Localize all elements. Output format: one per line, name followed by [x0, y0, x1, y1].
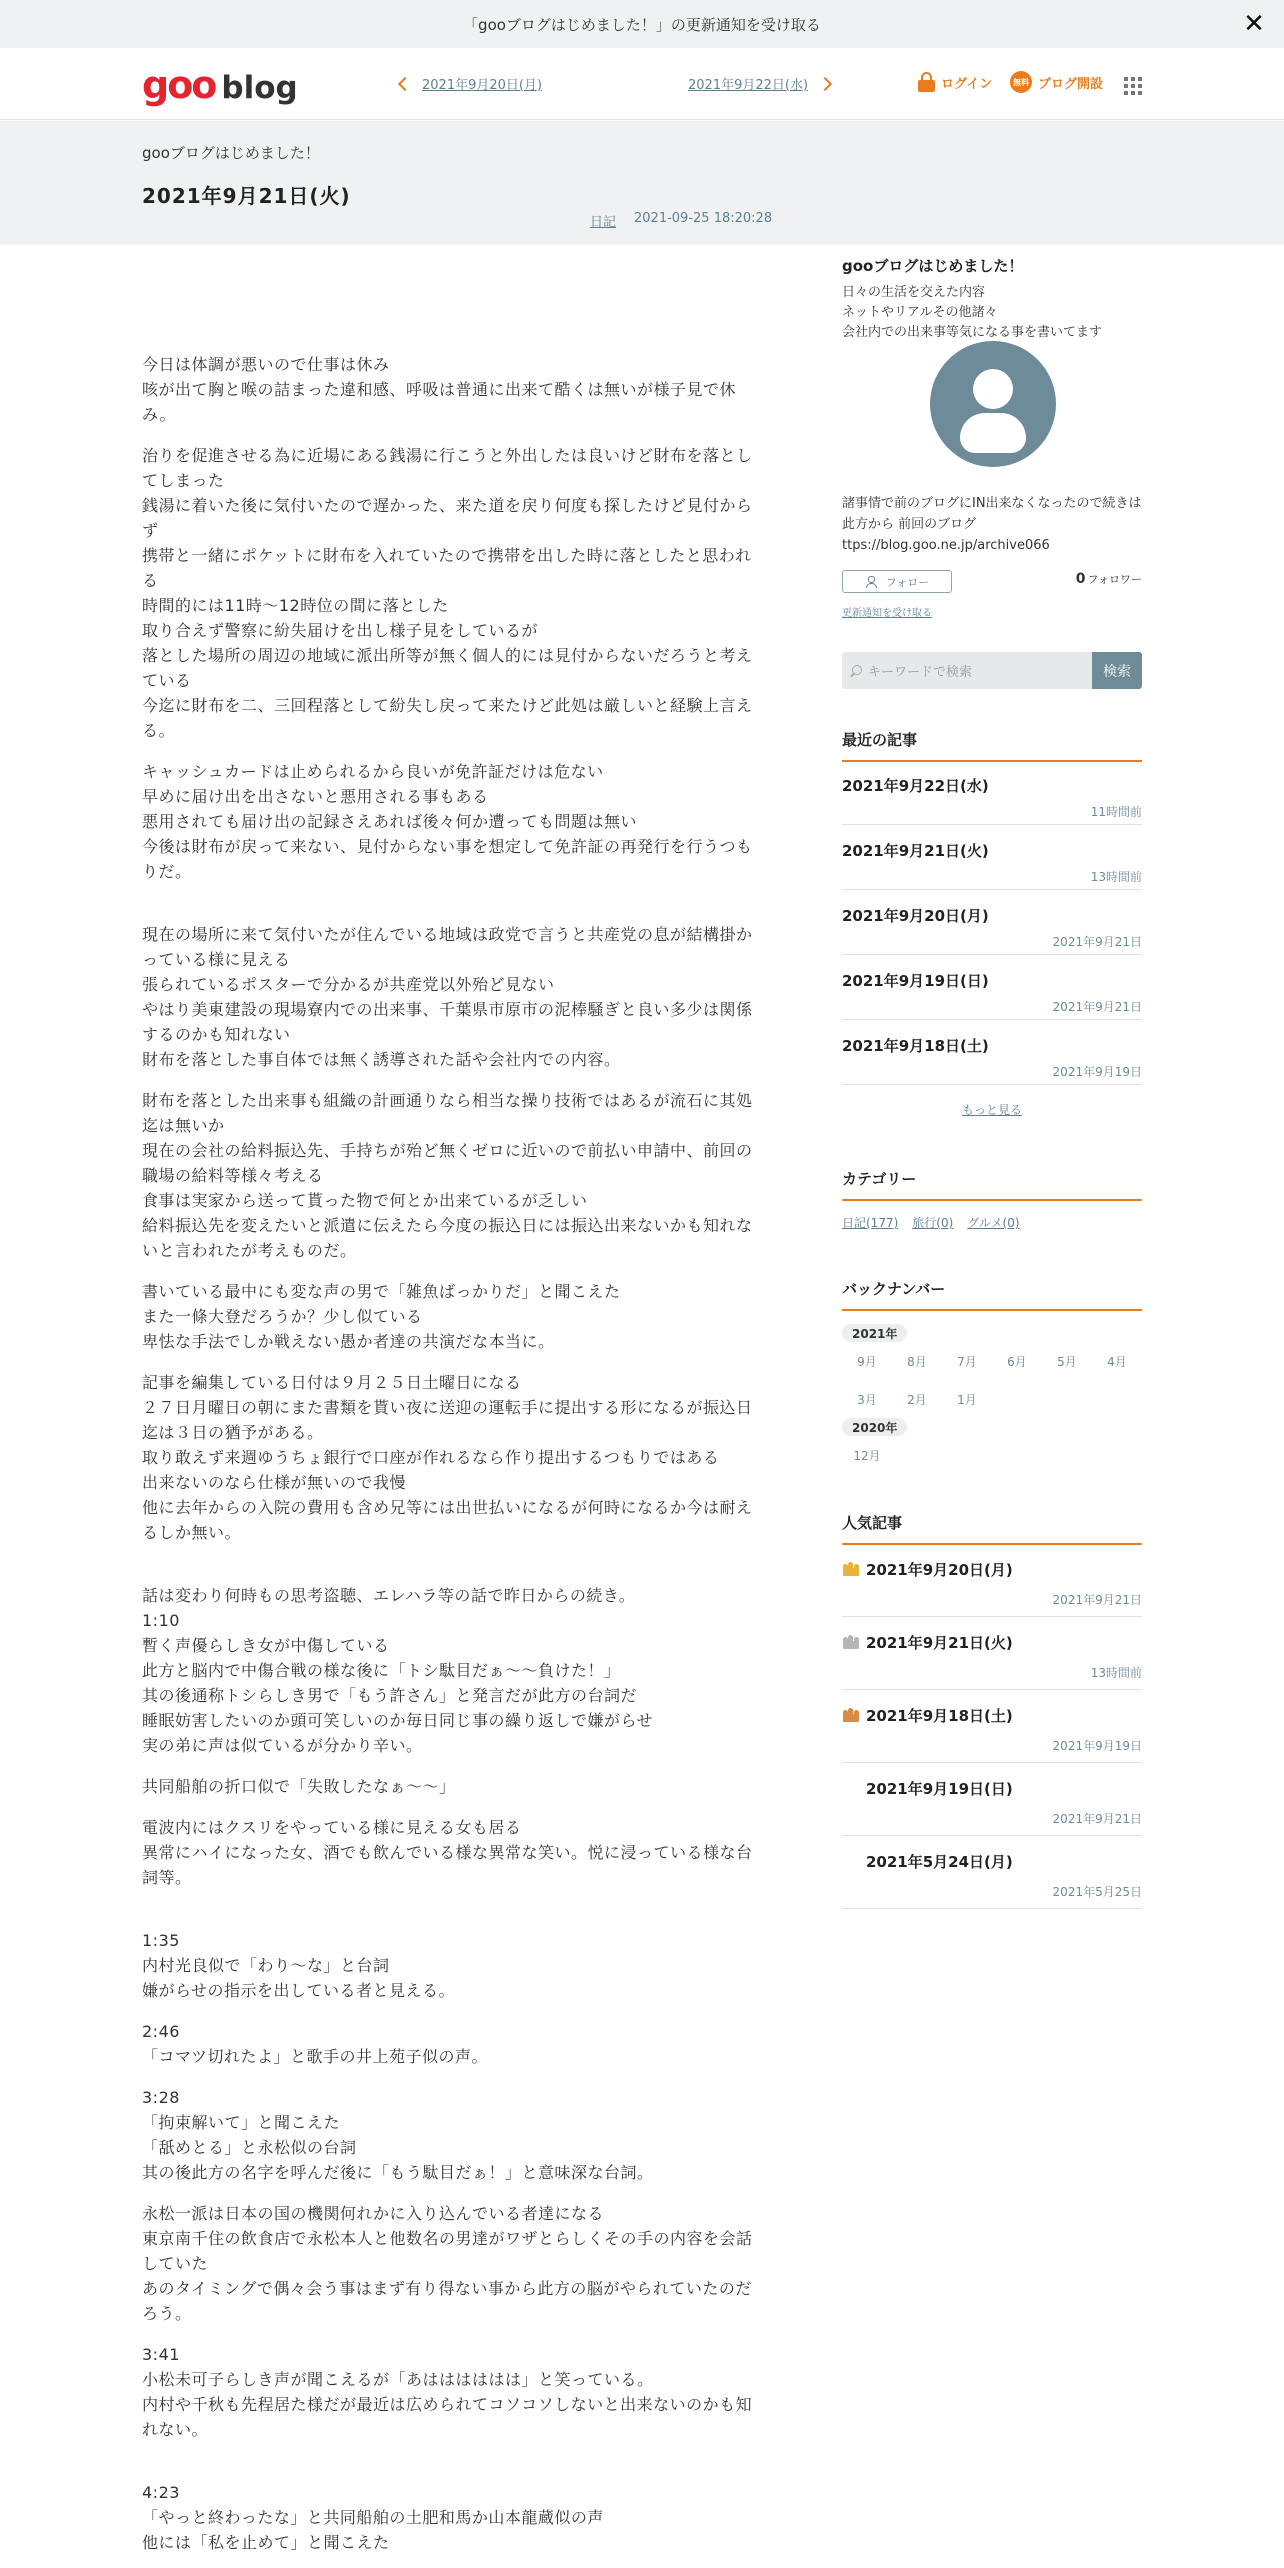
entry-paragraph: 2:46 「コマツ切れたよ」と歌手の井上苑子似の声。	[142, 2022, 489, 2066]
entry-paragraph: 1:35 内村光良似で「わり～な」と台詞 嫌がらせの指示を出している者と見える。	[142, 1931, 456, 2000]
popular-item-title[interactable]: 2021年9月21日(火)	[866, 1634, 1013, 1652]
open-blog-label: ブログ開設	[1038, 76, 1104, 92]
recent-item[interactable]	[842, 760, 1142, 825]
entry-paragraph: 電波内にはクスリをやっている様に見える女も居る 異常にハイになった女、酒でも飲んでいる様な異常な笑い。悦に浸っている様な台詞等。	[142, 1818, 753, 1887]
popular-heading: 人気記事	[842, 1512, 1142, 1545]
entry-paragraph: 3:28 「拘束解いて」と聞こえた 「舐めとる」と永松似の台詞 其の後此方の名字を呼んだ後に「もう駄目だぁ！」と意味深な台詞。	[142, 2088, 654, 2182]
gold-crown-icon	[842, 1564, 860, 1576]
goo-blog-logo[interactable]	[142, 63, 298, 107]
year-badge: 2021年	[842, 1324, 907, 1342]
recent-item-title[interactable]: 2021年9月20日(月)	[842, 907, 989, 925]
popular-item-date: 13時間前	[1090, 1666, 1142, 1680]
site-header	[0, 48, 1284, 120]
recent-item[interactable]	[842, 955, 1142, 1020]
entry-category-link[interactable]: 日記	[590, 215, 617, 230]
recent-item-date: 13時間前	[1090, 870, 1142, 884]
entry-title: 2021年9月21日(火)	[142, 184, 351, 208]
popular-item-title[interactable]: 2021年9月18日(土)	[866, 1707, 1013, 1725]
recent-item-title[interactable]: 2021年9月21日(火)	[842, 842, 989, 860]
month-link[interactable]: 2月	[907, 1393, 927, 1407]
month-row	[842, 1391, 992, 1408]
recent-list	[842, 760, 1142, 1085]
popular-list	[842, 1544, 1142, 1909]
month-link[interactable]: 4月	[1107, 1355, 1127, 1369]
popular-item[interactable]	[842, 1836, 1142, 1909]
popular-item[interactable]	[842, 1617, 1142, 1690]
category-link[interactable]: 日記(177)	[842, 1216, 899, 1230]
update-notice-text[interactable]: 「gooブログはじめました！」の更新通知を受け取る	[463, 15, 821, 34]
service-menu-grid-icon[interactable]	[1124, 77, 1142, 95]
category-link[interactable]: 旅行(0)	[912, 1216, 954, 1230]
recent-item[interactable]	[842, 890, 1142, 955]
month-link[interactable]: 1月	[957, 1393, 977, 1407]
login-button[interactable]	[918, 72, 992, 92]
entry-paragraph: 3:41 小松未可子らしき声が聞こえるが「あはははははは」と笑っている。 内村や千秋も先程居た様だが最近は広められてコソコソしないと出来ないのかも知れない。	[142, 2345, 753, 2439]
month-link[interactable]: 12月	[853, 1449, 881, 1463]
popular-item-date: 2021年5月25日	[1052, 1885, 1142, 1899]
recent-item-title[interactable]: 2021年9月22日(水)	[842, 777, 989, 795]
recent-item-date: 2021年9月19日	[1052, 1065, 1142, 1079]
next-entry-label[interactable]: 2021年9月22日(水)	[688, 78, 809, 93]
month-link[interactable]: 8月	[907, 1355, 927, 1369]
entry-paragraph: 今日は体調が悪いので仕事は休み 咳が出て胸と喉の詰まった違和感、呼吸は普通に出来て酷くは無いが様子見で休み。	[142, 355, 737, 424]
entry-header	[0, 121, 1284, 245]
popular-item-title[interactable]: 2021年5月24日(月)	[866, 1853, 1013, 1871]
open-blog-button[interactable]	[1010, 71, 1103, 93]
next-entry-link[interactable]	[688, 74, 830, 93]
entry-body	[142, 352, 764, 2568]
profile-line: 会社内での出来事等気になる事を書いてます	[842, 325, 1103, 340]
login-label: ログイン	[941, 76, 993, 92]
recent-item[interactable]	[842, 825, 1142, 890]
year-badge: 2020年	[842, 1418, 907, 1436]
close-icon[interactable]: ✕	[1243, 9, 1265, 39]
popular-item-title-row[interactable]	[842, 1778, 1013, 1799]
month-link[interactable]: 5月	[1057, 1355, 1077, 1369]
entry-paragraph: 4:23 「やっと終わったな」と共同船舶の土肥和馬か山本龍蔵似の声 他には「私を止めて」と聞こえた	[142, 2483, 604, 2552]
follower-label: フォロワー	[1087, 573, 1142, 586]
entry-datetime: 2021-09-25 18:20:28	[634, 211, 773, 226]
popular-item-title-row[interactable]	[842, 1851, 1013, 1872]
recent-item-title[interactable]: 2021年9月19日(日)	[842, 972, 989, 990]
popular-item-date: 2021年9月21日	[1052, 1812, 1142, 1826]
entry-paragraph: キャッシュカードは止められるから良いが免許証だけは危ない 早めに届け出を出さないと悪用される事もある 悪用されても届け出の記録さえあれば後々何か遭っても問題は無い 今後は財布が戻って来ない、見付からない事を想定して免許証の再発行を行うつもりだ。	[142, 762, 753, 881]
entry-paragraph: 財布を落とした出来事も組織の計画通りなら相当な操り技術ではあるが流石に其処迄は無いか 現在の会社の給料振込先、手持ちが殆ど無くゼロに近いので前払い申請中、前回の職場の給料等様々考える 食事は実家から送って貰った物で何とか出来ているが乏しい 給料振込先を変えたいと派遣に伝えたら今度の振込日には振込出来ないかも知れないと言われたが考えものだ。	[142, 1091, 753, 1260]
popular-item-date: 2021年9月19日	[1052, 1739, 1142, 1753]
category-list	[842, 1214, 1034, 1231]
popular-item-title-row[interactable]	[842, 1559, 1013, 1580]
popular-item[interactable]	[842, 1763, 1142, 1836]
search-input[interactable]	[842, 652, 1092, 689]
month-link[interactable]: 9月	[857, 1355, 877, 1369]
popular-item-title-row[interactable]	[842, 1632, 1013, 1653]
month-link[interactable]: 6月	[1007, 1355, 1027, 1369]
entry-paragraph: 永松一派は日本の国の機関何れかに入り込んでいる者達になる 東京南千住の飲食店で永松本人と他数名の男達がワザとらしくその手の内容を会話していた あのタイミングで偶々会う事はまず有り得ない事から此方の脳がやられていたのだろう。	[142, 2204, 753, 2323]
recent-item-date: 11時間前	[1090, 805, 1142, 819]
search-button[interactable]: 検索	[1092, 652, 1142, 689]
month-row	[842, 1353, 1142, 1370]
entry-meta	[590, 211, 772, 230]
profile-line: ネットやリアルその他諸々	[842, 305, 998, 320]
update-notice-bar[interactable]	[0, 0, 1284, 48]
recent-item-date: 2021年9月21日	[1052, 1000, 1142, 1014]
silver-crown-icon	[842, 1637, 860, 1649]
entry-paragraph: 現在の場所に来て気付いたが住んでいる地域は政党で言うと共産党の息が結構掛かっている様に見える 張られているポスターで分かるが共産党以外殆ど見ない やはり美東建設の現場寮内での出来事、千葉県市原市の泥棒騒ぎと良い多少は関係するのかも知れない 財布を落とした事自体では無く誘導された話や会社内での内容。	[142, 925, 753, 1069]
entry-paragraph: 共同船舶の折口似で「失敗したなぁ～～」	[142, 1777, 456, 1796]
search-placeholder: キーワードで検索	[868, 665, 973, 680]
month-link[interactable]: 7月	[957, 1355, 977, 1369]
category-heading: カテゴリー	[842, 1168, 1142, 1201]
category-link[interactable]: グルメ(0)	[967, 1216, 1020, 1230]
follow-button[interactable]	[842, 570, 952, 593]
prev-entry-label[interactable]: 2021年9月20日(月)	[422, 78, 543, 93]
follow-label: フォロー	[885, 575, 930, 589]
profile-line: 日々の生活を交えた内容	[842, 285, 986, 300]
popular-item-date: 2021年9月21日	[1052, 1593, 1142, 1607]
entry-paragraph: 話は変わり何時もの思考盗聴、エレハラ等の話で昨日からの続き。 1:10 暫く声優らしき女が中傷している 此方と脳内で中傷合戦の様な後に「トシ駄目だぁ～～負けた！」 其の後通称トシらしき男で「もう許さん」と発言だが此方の台詞だ 睡眠妨害したいのか頭可笑しいのか毎日同じ事の繰り返しで嫌がらせ 実の弟に声は似ているが分かり辛い。	[142, 1586, 654, 1755]
subscribe-updates-link[interactable]: 更新通知を受け取る	[842, 608, 932, 619]
logo-blog-text: blog	[221, 70, 298, 106]
backnumber-heading: バックナンバー	[842, 1278, 1142, 1311]
avatar[interactable]	[930, 341, 1056, 467]
prev-entry-link[interactable]	[400, 74, 542, 93]
chevron-right-icon	[818, 76, 832, 90]
follower-count	[1076, 571, 1142, 587]
recent-heading: 最近の記事	[842, 729, 1142, 762]
recent-item-date: 2021年9月21日	[1052, 935, 1142, 949]
person-icon	[865, 576, 876, 587]
bronze-crown-icon	[842, 1710, 860, 1722]
recent-item-title[interactable]: 2021年9月18日(土)	[842, 1037, 989, 1055]
search-icon	[850, 665, 862, 677]
free-badge: 無料	[1010, 71, 1032, 93]
month-link[interactable]: 3月	[857, 1393, 877, 1407]
follower-number: 0	[1075, 571, 1086, 587]
popular-item[interactable]	[842, 1544, 1142, 1617]
entry-paragraph: 記事を編集している日付は９月２５日土曜日になる ２７日月曜日の朝にまた書類を貰い夜に送迎の運転手に提出する形になるが振込日迄は３日の猶予がある。 取り敢えず来週ゆうちょ銀行で口座が作れるなら作り提出するつもりではある 出来ないのなら仕様が無いので我慢 他に去年からの入院の費用も含め兄等には出世払いになるが何時になるか今は耐えるしか無い。	[142, 1373, 753, 1542]
popular-item-title[interactable]: 2021年9月20日(月)	[866, 1561, 1013, 1579]
month-row	[842, 1447, 892, 1464]
logo-goo-text: goo	[142, 63, 216, 107]
popular-item-title[interactable]: 2021年9月19日(日)	[866, 1780, 1013, 1798]
entry-paragraph: 書いている最中にも変な声の男で「雑魚ばっかりだ」と聞こえた また一條大登だろうか？少し似ている 卑怯な手法でしか戦えない愚か者達の共演だな本当に。	[142, 1282, 621, 1351]
popular-item-title-row[interactable]	[842, 1705, 1013, 1726]
chevron-left-icon	[398, 76, 412, 90]
popular-item[interactable]	[842, 1690, 1142, 1763]
profile-name: gooブログはじめました！	[842, 257, 1024, 275]
profile-description: 諸事情で前のブログにIN出来なくなったので続きは此方から 前回のブログ ttps://blog.goo.ne.jp/archive066	[842, 496, 1142, 553]
blog-name[interactable]: gooブログはじめました！	[142, 144, 320, 162]
lock-icon	[918, 72, 935, 92]
recent-item[interactable]	[842, 1020, 1142, 1085]
entry-paragraph: 治りを促進させる為に近場にある銭湯に行こうと外出したは良いけど財布を落としてしまった 銭湯に着いた後に気付いたので遅かった、来た道を戻り何度も探したけど見付からず 携帯と一緒にポケットに財布を入れていたので携帯を出した時に落としたと思われる 時間的には11時～12時位の間に落とした 取り合えず警察に紛失届けを出し様子見をしているが 落とした場所の周辺の地域に派出所等が無く個人的には見付からないだろうと考えている 今迄に財布を二、三回程落として紛失し戻って来たけど此処は厳しいと経験上言える。	[142, 446, 753, 740]
recent-more-link[interactable]: もっと見る	[961, 1103, 1022, 1117]
